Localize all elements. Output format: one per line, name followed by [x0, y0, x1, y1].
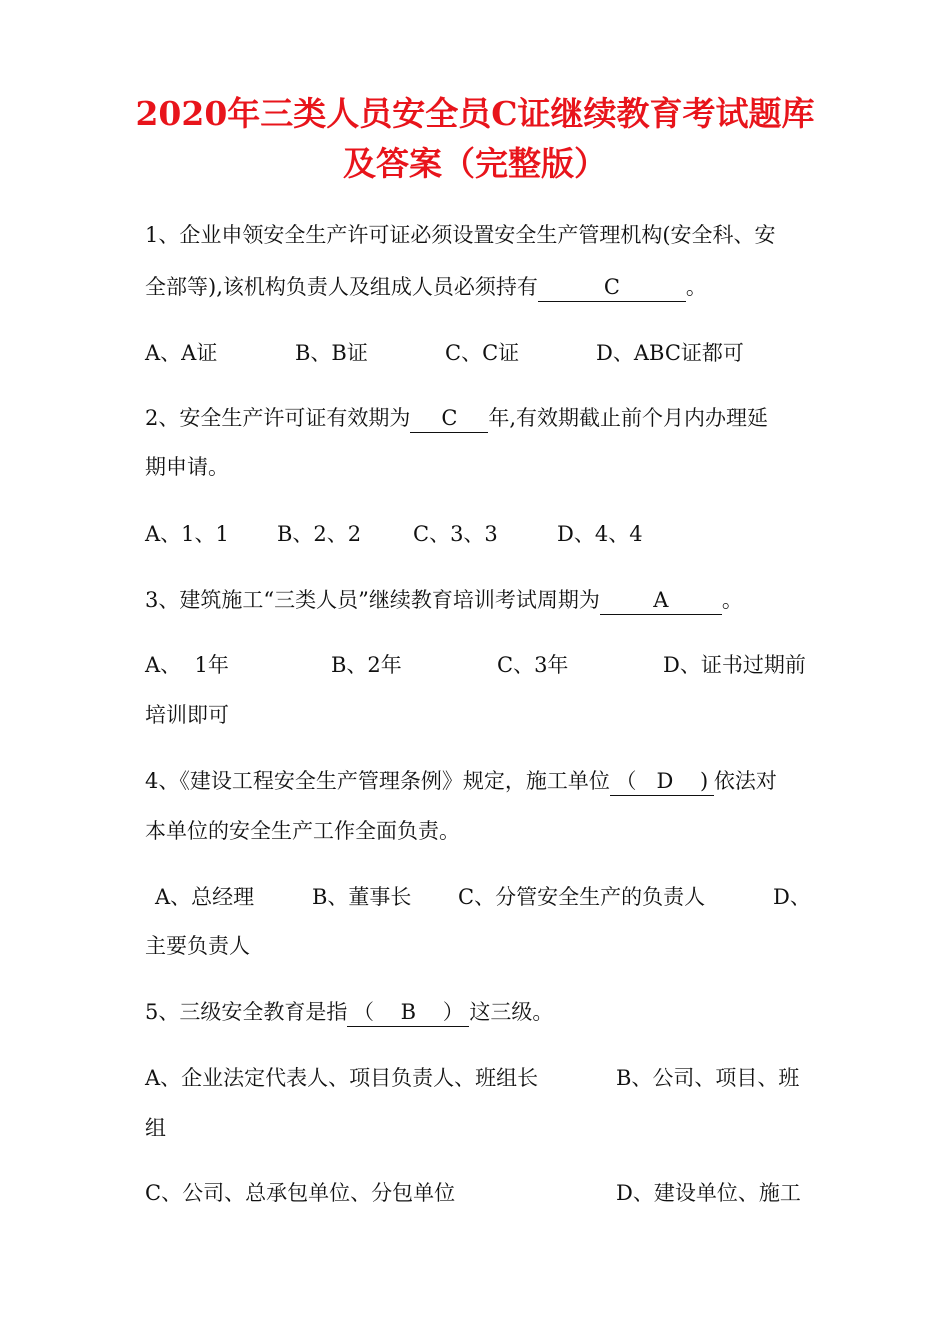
q5-answer-blank: （ B ） [347, 998, 469, 1027]
q2-text-suffix: 年,有效期截止前个月内办理延 [488, 406, 769, 430]
q2-option-b: B、2、2 [277, 522, 362, 546]
q2-option-c: C、3、3 [413, 522, 498, 546]
q2-answer-blank: C [410, 404, 488, 433]
q5-option-b-continuation: 组 [145, 1116, 166, 1140]
q5-option-b: B、公司、项目、班 [616, 1066, 800, 1090]
q5-text-suffix: 这三级。 [469, 1000, 554, 1024]
q5-text-prefix: 5、三级安全教育是指 [145, 1000, 348, 1024]
q3-option-d: D、证书过期前 [663, 653, 806, 677]
q3-text-prefix: 3、建筑施工“三类人员”继续教育培训考试周期为 [145, 588, 600, 612]
document-title-line1: 2020年三类人员安全员C证继续教育考试题库 [135, 94, 815, 133]
q5-option-d: D、建设单位、施工 [616, 1181, 801, 1205]
document-title-line2: 及答案（完整版） [343, 144, 607, 183]
q3-option-c: C、3年 [497, 653, 569, 677]
q1-answer-blank: C [538, 273, 686, 302]
q4-text-line2: 本单位的安全生产工作全面负责。 [145, 819, 460, 843]
q3-option-continuation: 培训即可 [145, 703, 229, 727]
q4-option-continuation: 主要负责人 [145, 934, 250, 958]
q5-option-c: C、公司、总承包单位、分包单位 [145, 1181, 456, 1205]
q1-option-b: B、B证 [295, 341, 368, 365]
q3-text-suffix: 。 [721, 588, 743, 612]
q2-text-line2: 期申请。 [145, 455, 229, 479]
q4-option-b: B、董事长 [312, 885, 412, 909]
q4-option-a: A、总经理 [155, 885, 255, 909]
q2-text-prefix: 2、安全生产许可证有效期为 [145, 406, 411, 430]
q1-option-c: C、C证 [445, 341, 520, 365]
q4-option-c: C、分管安全生产的负责人 [458, 885, 706, 909]
q1-option-a: A、A证 [145, 341, 218, 365]
q4-answer-blank: （ D ) [610, 767, 714, 796]
q1-text-suffix: 。 [685, 275, 707, 299]
q3-option-a: A、 1年 [145, 653, 229, 677]
q5-option-a: A、企业法定代表人、项目负责人、班组长 [145, 1066, 539, 1090]
q2-option-d: D、4、4 [557, 522, 643, 546]
q1-text-prefix: 全部等),该机构负责人及组成人员必须持有 [145, 275, 538, 299]
q1-text-line2 [145, 272, 707, 302]
q1-option-d: D、ABC证都可 [596, 341, 744, 365]
q3-option-b: B、2年 [331, 653, 402, 677]
q3-text-line1 [145, 585, 743, 615]
q5-text-line1 [145, 997, 553, 1027]
q1-text-line1: 1、企业申领安全生产许可证必须设置安全生产管理机构(安全科、安 [145, 223, 776, 247]
q4-text-suffix: 依法对 [713, 769, 777, 793]
q4-text-prefix: 4、《建设工程安全生产管理条例》规定，施工单位 [145, 769, 610, 793]
q4-text-line1 [145, 766, 777, 796]
q2-text-line1 [145, 403, 768, 433]
q4-option-d: D、 [773, 885, 811, 909]
q2-option-a: A、1、1 [145, 522, 229, 546]
q3-answer-blank: A [600, 586, 722, 615]
